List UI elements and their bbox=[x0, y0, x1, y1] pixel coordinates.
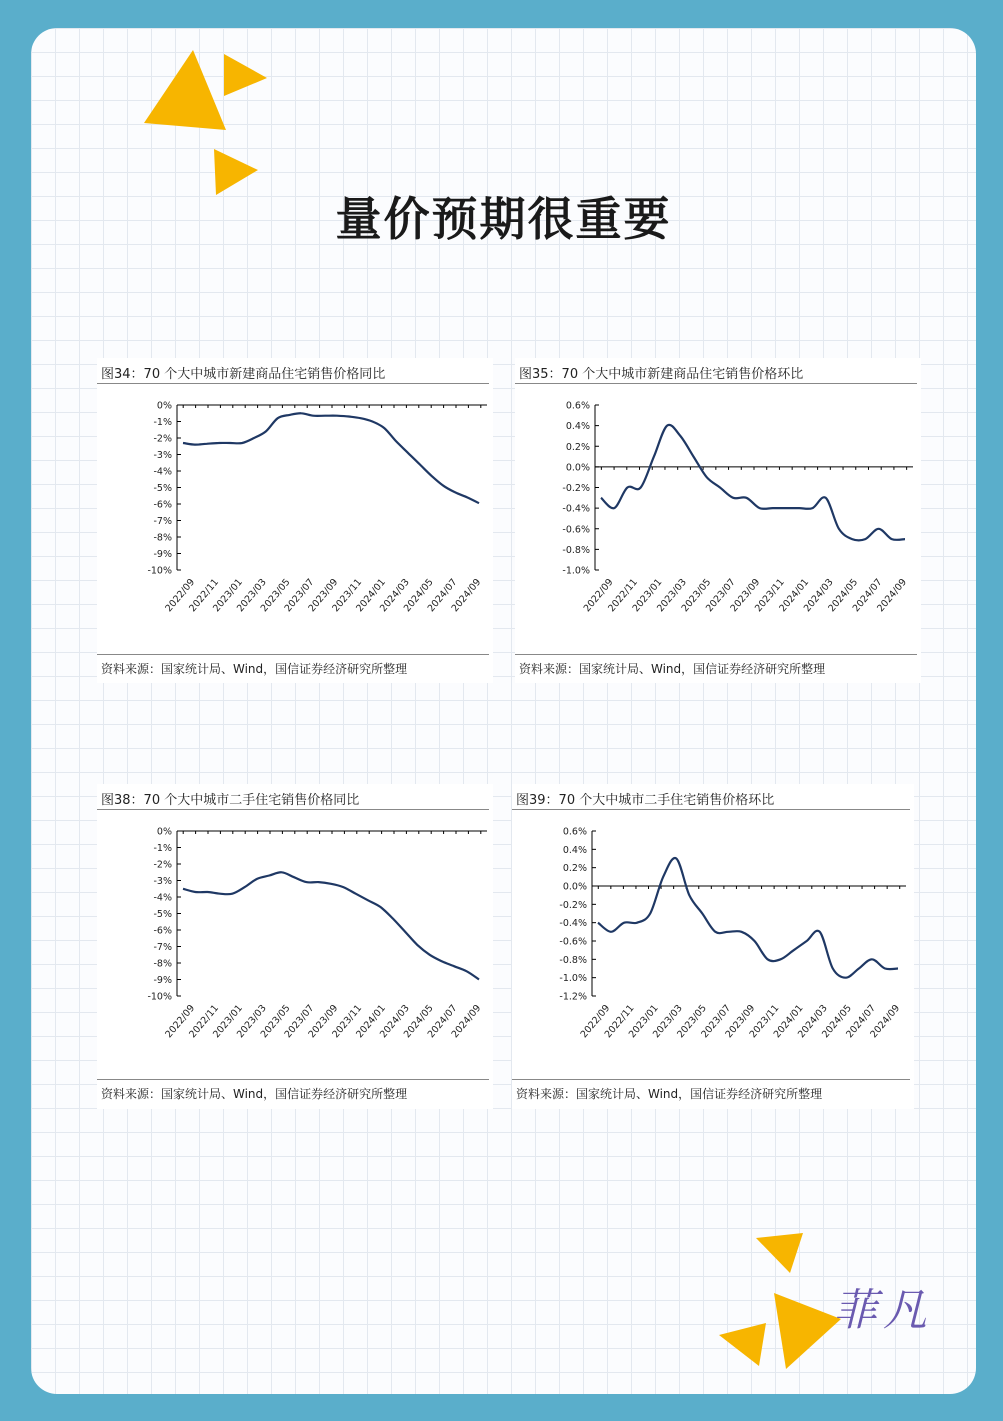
figure-35-source: 资料来源：国家统计局、Wind，国信证券经济研究所整理 bbox=[519, 662, 826, 676]
x-tick-label: 2024/05 bbox=[826, 576, 861, 615]
page-title: 量价预期很重要 bbox=[335, 192, 672, 246]
y-tick-label: -8% bbox=[153, 958, 172, 970]
x-tick-label: 2024/01 bbox=[354, 576, 388, 615]
figure-34-bottom-rule bbox=[97, 654, 489, 655]
x-tick-label: 2024/09 bbox=[449, 1002, 484, 1041]
figure-34-top-rule bbox=[97, 383, 489, 384]
x-tick-label: 2023/11 bbox=[747, 1002, 782, 1041]
figure-35-top-rule bbox=[515, 383, 917, 384]
x-tick-label: 2022/09 bbox=[581, 576, 616, 615]
y-tick-label: -10% bbox=[147, 991, 172, 1003]
x-tick-label: 2024/01 bbox=[354, 1002, 388, 1041]
x-tick-label: 2024/07 bbox=[844, 1002, 879, 1041]
triangle-decoration-bottom bbox=[711, 1223, 851, 1383]
y-tick-label: -6% bbox=[153, 499, 172, 511]
x-tick-label: 2023/03 bbox=[651, 1002, 685, 1041]
x-tick-label: 2023/01 bbox=[626, 1002, 661, 1041]
x-tick-label: 2024/03 bbox=[795, 1002, 830, 1041]
y-tick-label: -0.8% bbox=[559, 954, 587, 966]
y-tick-label: -0.8% bbox=[562, 544, 590, 556]
figure-35-bottom-rule bbox=[515, 654, 917, 655]
figure-34-panel bbox=[97, 358, 493, 683]
series-line bbox=[183, 872, 479, 979]
x-tick-label: 2023/07 bbox=[282, 576, 317, 615]
x-tick-label: 2023/03 bbox=[655, 576, 689, 615]
poster-card bbox=[31, 28, 976, 1394]
x-tick-label: 2022/11 bbox=[187, 576, 222, 615]
y-tick-label: -7% bbox=[153, 942, 172, 953]
y-tick-label: 0.4% bbox=[562, 844, 587, 856]
y-tick-label: -6% bbox=[153, 925, 172, 937]
y-tick-label: -3% bbox=[153, 876, 172, 887]
x-tick-label: 2022/11 bbox=[602, 1002, 637, 1041]
x-tick-label: 2023/09 bbox=[306, 1002, 341, 1041]
y-tick-label: -3% bbox=[153, 450, 172, 461]
figure-39-source: 资料来源：国家统计局、Wind，国信证券经济研究所整理 bbox=[516, 1087, 823, 1101]
x-tick-label: 2024/09 bbox=[875, 576, 910, 615]
x-tick-label: 2024/07 bbox=[425, 1002, 460, 1041]
y-tick-label: -0.4% bbox=[559, 918, 587, 930]
y-tick-label: 0.0% bbox=[565, 462, 590, 474]
x-tick-label: 2024/05 bbox=[820, 1002, 854, 1041]
y-tick-label: 0.2% bbox=[562, 863, 587, 875]
y-tick-label: 0.0% bbox=[562, 881, 587, 893]
x-tick-label: 2023/09 bbox=[306, 576, 341, 615]
y-tick-label: -5% bbox=[153, 483, 172, 494]
series-line bbox=[601, 425, 905, 541]
x-tick-label: 2024/01 bbox=[771, 1002, 806, 1041]
figure-39-bottom-rule bbox=[512, 1079, 910, 1080]
figure-39-chart bbox=[512, 826, 914, 1069]
y-tick-label: -2% bbox=[153, 859, 172, 871]
figure-35-title: 图35：70 个大中城市新建商品住宅销售价格环比 bbox=[519, 367, 804, 382]
x-tick-label: 2023/03 bbox=[234, 1002, 269, 1041]
y-tick-label: -1.2% bbox=[559, 991, 587, 1003]
x-tick-label: 2023/09 bbox=[723, 1002, 758, 1041]
x-tick-label: 2023/11 bbox=[330, 576, 365, 615]
x-tick-label: 2023/01 bbox=[211, 576, 245, 615]
y-tick-label: 0.6% bbox=[565, 400, 590, 412]
x-tick-label: 2024/03 bbox=[378, 576, 412, 615]
y-tick-label: 0.4% bbox=[565, 421, 590, 433]
x-tick-label: 2024/07 bbox=[850, 576, 885, 615]
x-tick-label: 2023/05 bbox=[258, 1002, 293, 1041]
figure-38-panel bbox=[97, 784, 493, 1109]
figure-34-chart bbox=[97, 400, 493, 643]
y-tick-label: 0% bbox=[156, 826, 172, 838]
figure-34-source: 资料来源：国家统计局、Wind，国信证券经济研究所整理 bbox=[101, 662, 408, 676]
x-tick-label: 2024/09 bbox=[868, 1002, 903, 1041]
y-tick-label: -9% bbox=[153, 975, 172, 986]
y-tick-label: -1.0% bbox=[559, 973, 587, 985]
y-tick-label: -4% bbox=[153, 466, 172, 478]
x-tick-label: 2023/11 bbox=[330, 1002, 365, 1041]
x-tick-label: 2024/07 bbox=[425, 576, 460, 615]
x-tick-label: 2024/03 bbox=[378, 1002, 412, 1041]
figure-39-panel bbox=[512, 784, 914, 1109]
x-tick-label: 2023/05 bbox=[675, 1002, 709, 1041]
x-tick-label: 2023/03 bbox=[234, 576, 269, 615]
x-tick-label: 2022/11 bbox=[606, 576, 640, 615]
x-tick-label: 2024/05 bbox=[401, 576, 436, 615]
x-tick-label: 2022/09 bbox=[163, 1002, 198, 1041]
x-tick-label: 2022/11 bbox=[187, 1002, 222, 1041]
x-tick-label: 2023/07 bbox=[282, 1002, 317, 1041]
figure-35-chart bbox=[515, 400, 921, 643]
figure-38-source: 资料来源：国家统计局、Wind，国信证券经济研究所整理 bbox=[101, 1087, 408, 1101]
x-tick-label: 2023/05 bbox=[679, 576, 714, 615]
y-tick-label: -0.6% bbox=[559, 936, 587, 948]
x-tick-label: 2023/07 bbox=[699, 1002, 734, 1041]
series-line bbox=[183, 413, 479, 503]
series-line bbox=[598, 858, 898, 978]
x-tick-label: 2024/03 bbox=[801, 576, 836, 615]
figure-35-panel bbox=[515, 358, 921, 683]
y-tick-label: -1.0% bbox=[562, 565, 590, 577]
y-tick-label: -5% bbox=[153, 909, 172, 920]
x-tick-label: 2023/07 bbox=[704, 576, 738, 615]
x-tick-label: 2023/01 bbox=[630, 576, 665, 615]
figure-38-chart bbox=[97, 826, 493, 1069]
x-tick-label: 2022/09 bbox=[578, 1002, 613, 1041]
figure-38-title: 图38：70 个大中城市二手住宅销售价格同比 bbox=[101, 793, 360, 808]
y-tick-label: -4% bbox=[153, 892, 172, 904]
y-tick-label: -0.4% bbox=[562, 503, 590, 515]
y-tick-label: -0.2% bbox=[562, 483, 590, 494]
figure-34-title: 图34：70 个大中城市新建商品住宅销售价格同比 bbox=[101, 367, 386, 382]
x-tick-label: 2023/05 bbox=[258, 576, 293, 615]
figure-39-title: 图39：70 个大中城市二手住宅销售价格环比 bbox=[516, 793, 775, 808]
y-tick-label: -7% bbox=[153, 516, 172, 527]
figure-38-bottom-rule bbox=[97, 1079, 489, 1080]
x-tick-label: 2024/09 bbox=[449, 576, 484, 615]
figure-38-top-rule bbox=[97, 809, 489, 810]
y-tick-label: 0.2% bbox=[565, 441, 590, 453]
y-tick-label: -2% bbox=[153, 433, 172, 445]
y-tick-label: 0% bbox=[156, 400, 172, 412]
x-tick-label: 2022/09 bbox=[163, 576, 198, 615]
x-tick-label: 2023/09 bbox=[728, 576, 763, 615]
x-tick-label: 2024/01 bbox=[777, 576, 812, 615]
x-tick-label: 2024/05 bbox=[401, 1002, 436, 1041]
y-tick-label: -1% bbox=[153, 843, 172, 854]
y-tick-label: -9% bbox=[153, 549, 172, 560]
x-tick-label: 2023/11 bbox=[752, 576, 787, 615]
y-tick-label: -0.2% bbox=[559, 899, 587, 911]
y-tick-label: -8% bbox=[153, 532, 172, 544]
y-tick-label: 0.6% bbox=[562, 826, 587, 838]
figure-39-top-rule bbox=[512, 809, 910, 810]
x-tick-label: 2023/01 bbox=[211, 1002, 245, 1041]
y-tick-label: -10% bbox=[147, 565, 172, 577]
y-tick-label: -1% bbox=[153, 417, 172, 428]
author-signature: 菲凡 bbox=[833, 1285, 933, 1336]
y-tick-label: -0.6% bbox=[562, 524, 590, 536]
